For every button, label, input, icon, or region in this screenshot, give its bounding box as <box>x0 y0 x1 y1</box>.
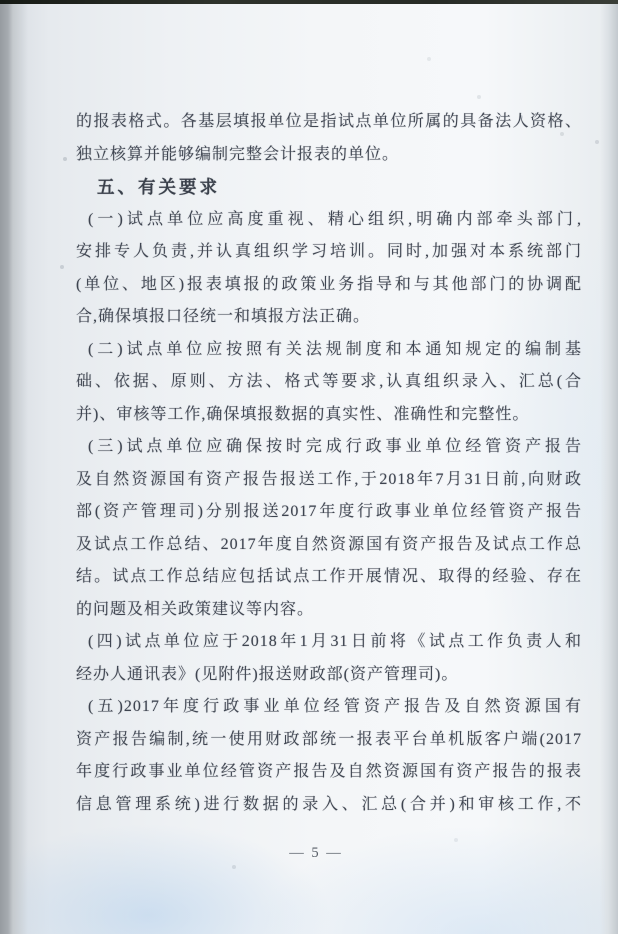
text-line: 及试点工作总结、2017年度自然资源国有资产报告及试点工作总 <box>76 535 582 553</box>
section-heading: 五、有关要求 <box>97 177 220 197</box>
scan-edge-left <box>0 0 28 934</box>
text-line: 的问题及相关政策建议等内容。 <box>76 600 315 618</box>
text-line: 经办人通讯表》(见附件)报送财政部(资产管理司)。 <box>76 665 459 683</box>
text-line: 并)、审核等工作,确保填报数据的真实性、准确性和完整性。 <box>76 405 530 423</box>
text-line: 信息管理系统)进行数据的录入、汇总(合并)和审核工作,不 <box>76 795 582 813</box>
document-body <box>76 106 582 821</box>
text-line: 础、依据、原则、方法、格式等要求,认真组织录入、汇总(合 <box>76 373 582 390</box>
scan-edge-top <box>0 0 618 4</box>
text-line: (四)试点单位应于2018年1月31日前将《试点工作负责人和 <box>88 633 582 650</box>
page-number: — 5 — <box>289 845 343 861</box>
text-line: (单位、地区)报表填报的政策业务指导和与其他部门的协调配 <box>76 275 582 293</box>
text-line: 安排专人负责,并认真组织学习培训。同时,加强对本系统部门 <box>76 243 582 260</box>
text-line: (五)2017年度行政事业单位经管资产报告及自然资源国有 <box>88 698 582 715</box>
text-line: 的报表格式。各基层填报单位是指试点单位所属的具备法人资格、 <box>76 113 582 130</box>
text-line: 部(资产管理司)分别报送2017年度行政事业单位经管资产报告 <box>76 503 582 520</box>
text-line: 独立核算并能够编制完整会计报表的单位。 <box>76 145 400 163</box>
text-line: 资产报告编制,统一使用财政部统一报表平台单机版客户端(2017 <box>76 730 582 748</box>
text-line: 及自然资源国有资产报告报送工作,于2018年7月31日前,向财政 <box>76 470 582 488</box>
text-line: 合,确保填报口径统一和填报方法正确。 <box>76 308 371 325</box>
scan-speckles <box>0 0 2 2</box>
text-line: (二)试点单位应按照有关法规制度和本通知规定的编制基 <box>88 340 582 358</box>
text-line: (一)试点单位应高度重视、精心组织,明确内部牵头部门, <box>88 210 582 228</box>
scan-edge-right <box>600 0 618 934</box>
text-line: 年度行政事业单位经管资产报告及自然资源国有资产报告的报表 <box>76 763 582 780</box>
text-line: (三)试点单位应确保按时完成行政事业单位经管资产报告 <box>88 438 582 455</box>
text-line: 结。试点工作总结应包括试点工作开展情况、取得的经验、存在 <box>76 568 582 585</box>
